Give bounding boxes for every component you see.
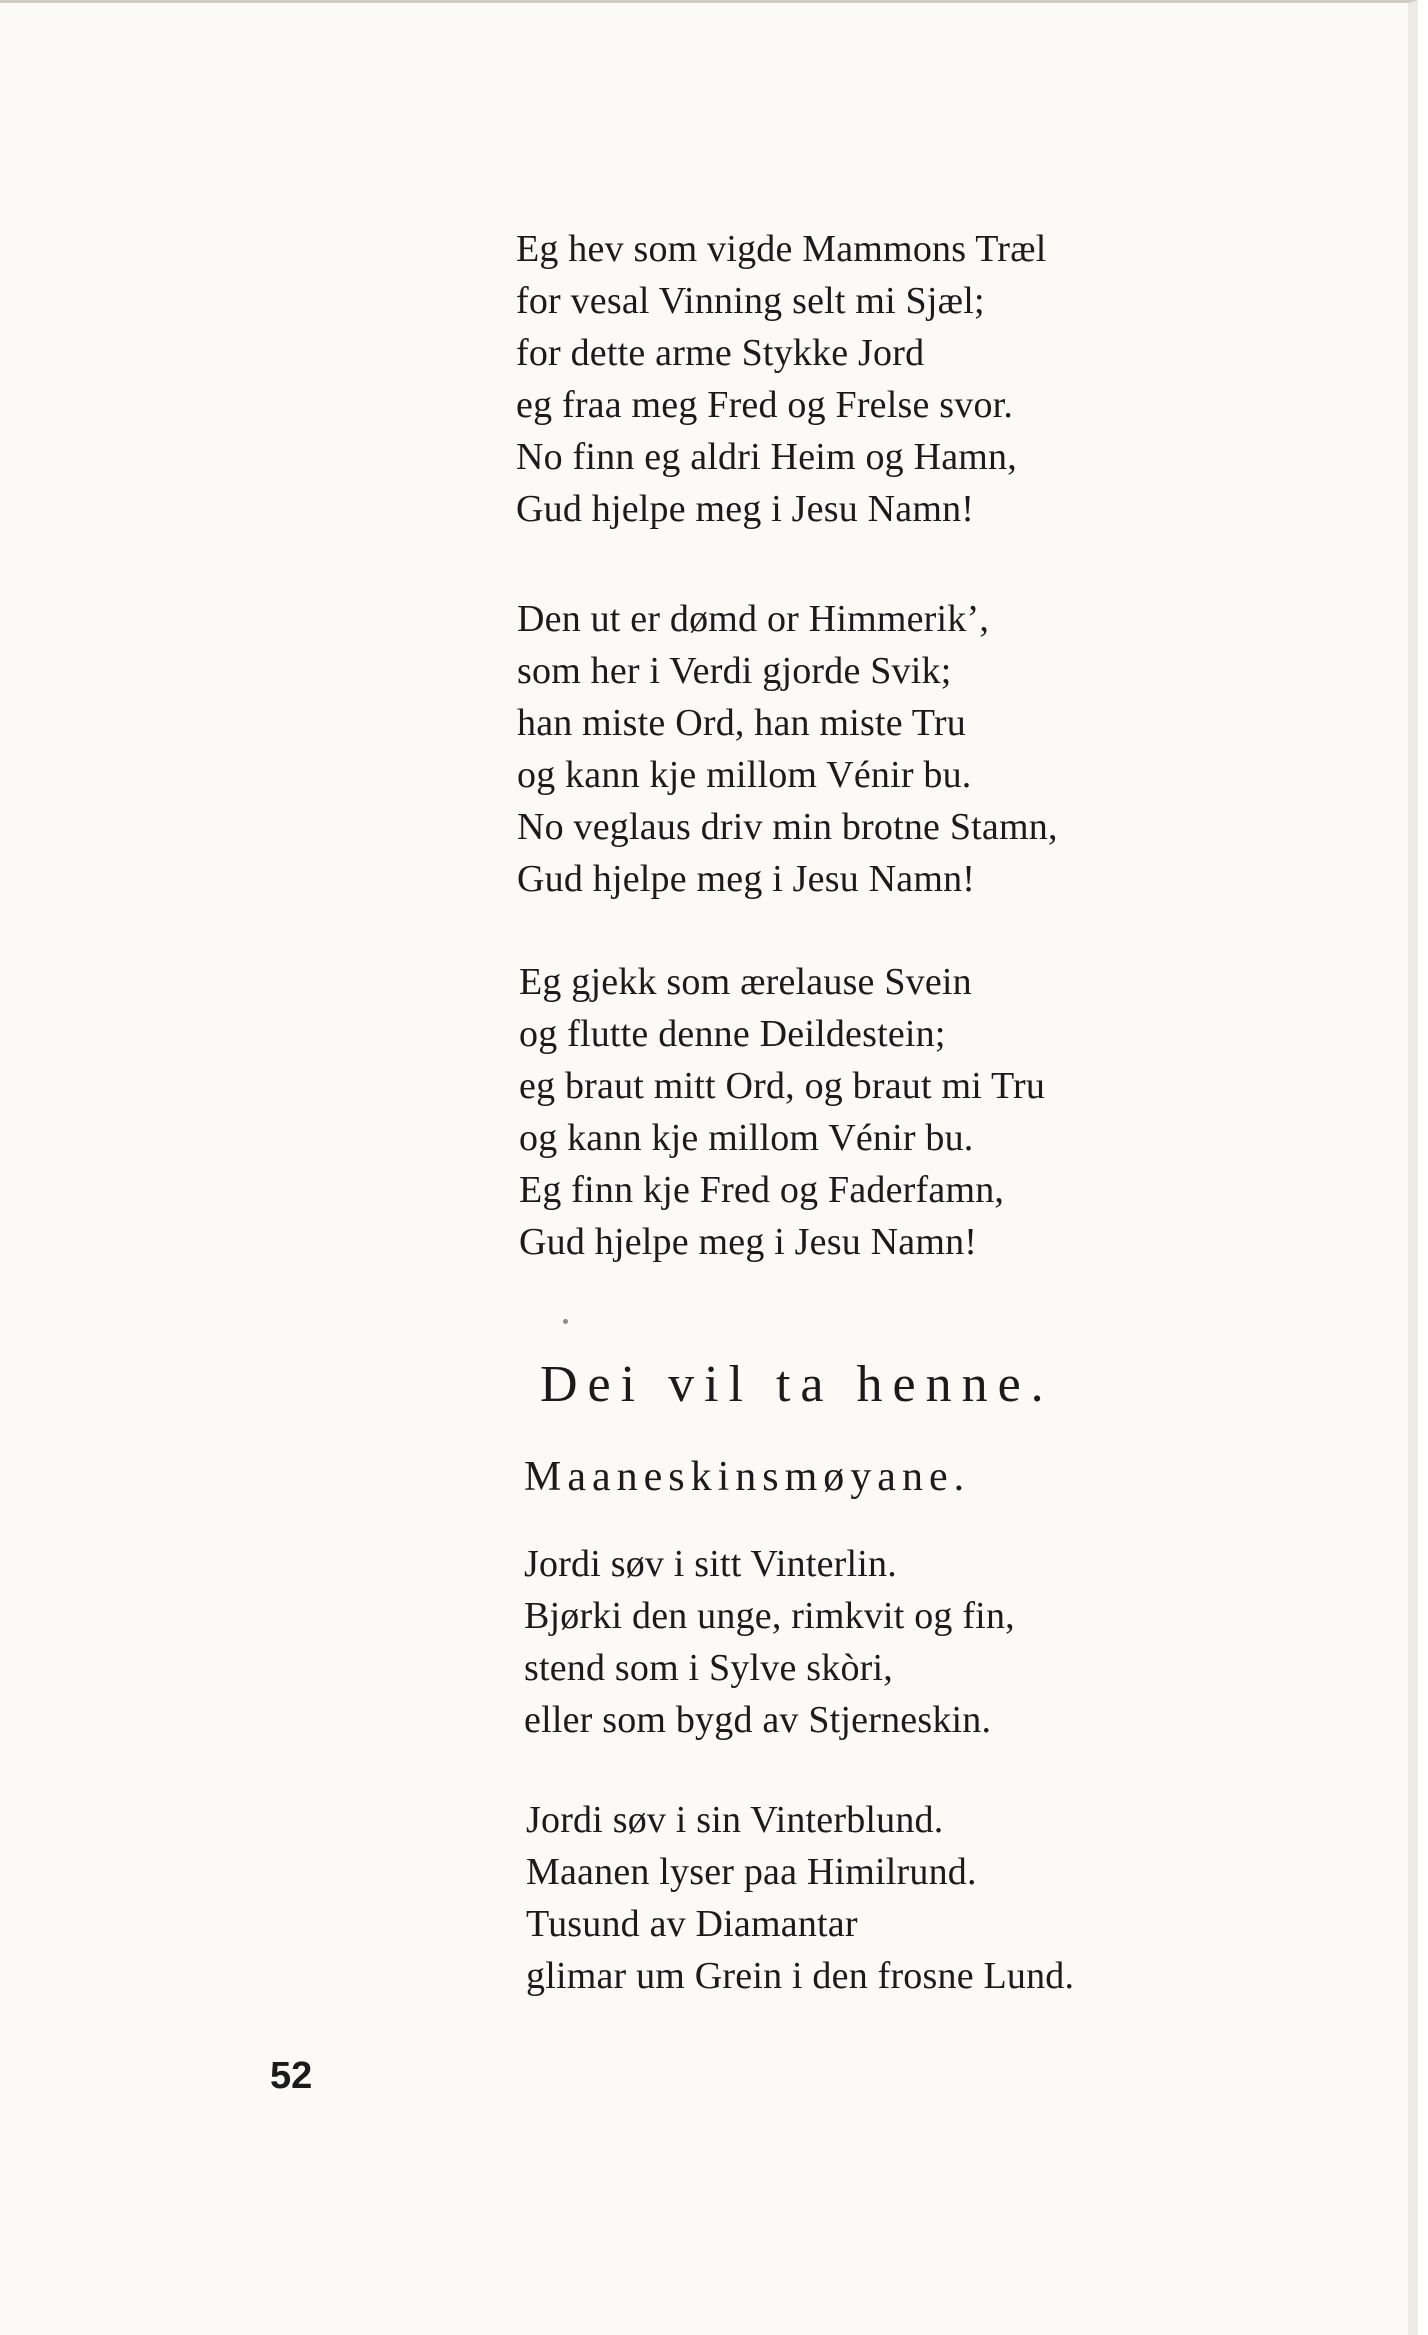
- verse-line: stend som i Sylve skòri,: [524, 1647, 893, 1689]
- verse-line: Den ut er dømd or Himmerik’,: [517, 598, 990, 640]
- verse-line: og flutte denne Deildestein;: [519, 1013, 946, 1055]
- verse-line: eller som bygd av Stjerneskin.: [524, 1699, 992, 1741]
- verse-line: eg fraa meg Fred og Frelse svor.: [516, 384, 1014, 426]
- verse-line: for vesal Vinning selt mi Sjæl;: [516, 280, 985, 322]
- verse-line: Eg gjekk som ærelause Svein: [519, 961, 972, 1003]
- verse-line: som her i Verdi gjorde Svik;: [517, 650, 952, 692]
- stanza-3: [519, 956, 1045, 1268]
- verse-line: Tusund av Diamantar: [526, 1903, 858, 1945]
- stanza-5: [526, 1794, 1074, 2002]
- stanza-2: [517, 593, 1058, 905]
- verse-line: og kann kje millom Vénir bu.: [519, 1117, 974, 1159]
- stanza-4: [524, 1538, 1015, 1746]
- verse-line: glimar um Grein i den frosne Lund.: [526, 1955, 1075, 1997]
- poem-subtitle: Maaneskinsmøyane.: [524, 1454, 971, 1500]
- stanza-1: [516, 223, 1046, 535]
- verse-line: Jordi søv i sitt Vinterlin.: [524, 1543, 897, 1585]
- verse-line: No veglaus driv min brotne Stamn,: [517, 806, 1058, 848]
- verse-line: Gud hjelpe meg i Jesu Namn!: [517, 858, 976, 900]
- verse-line: eg braut mitt Ord, og braut mi Tru: [519, 1065, 1046, 1107]
- verse-line: Eg hev som vigde Mammons Træl: [516, 228, 1047, 270]
- verse-line: han miste Ord, han miste Tru: [517, 702, 966, 744]
- verse-line: for dette arme Stykke Jord: [516, 332, 925, 374]
- verse-line: Jordi søv i sin Vinterblund.: [526, 1799, 944, 1841]
- verse-line: Gud hjelpe meg i Jesu Namn!: [516, 488, 975, 530]
- verse-line: Maanen lyser paa Himilrund.: [526, 1851, 977, 1893]
- page-number: 52: [270, 2055, 313, 2097]
- poem-title: Dei vil ta henne.: [540, 1356, 1054, 1413]
- ink-speck: [563, 1319, 568, 1324]
- verse-line: Gud hjelpe meg i Jesu Namn!: [519, 1221, 978, 1263]
- verse-line: Eg finn kje Fred og Faderfamn,: [519, 1169, 1005, 1211]
- verse-line: og kann kje millom Vénir bu.: [517, 754, 972, 796]
- verse-line: Bjørki den unge, rimkvit og fin,: [524, 1595, 1015, 1637]
- verse-line: No finn eg aldri Heim og Hamn,: [516, 436, 1017, 478]
